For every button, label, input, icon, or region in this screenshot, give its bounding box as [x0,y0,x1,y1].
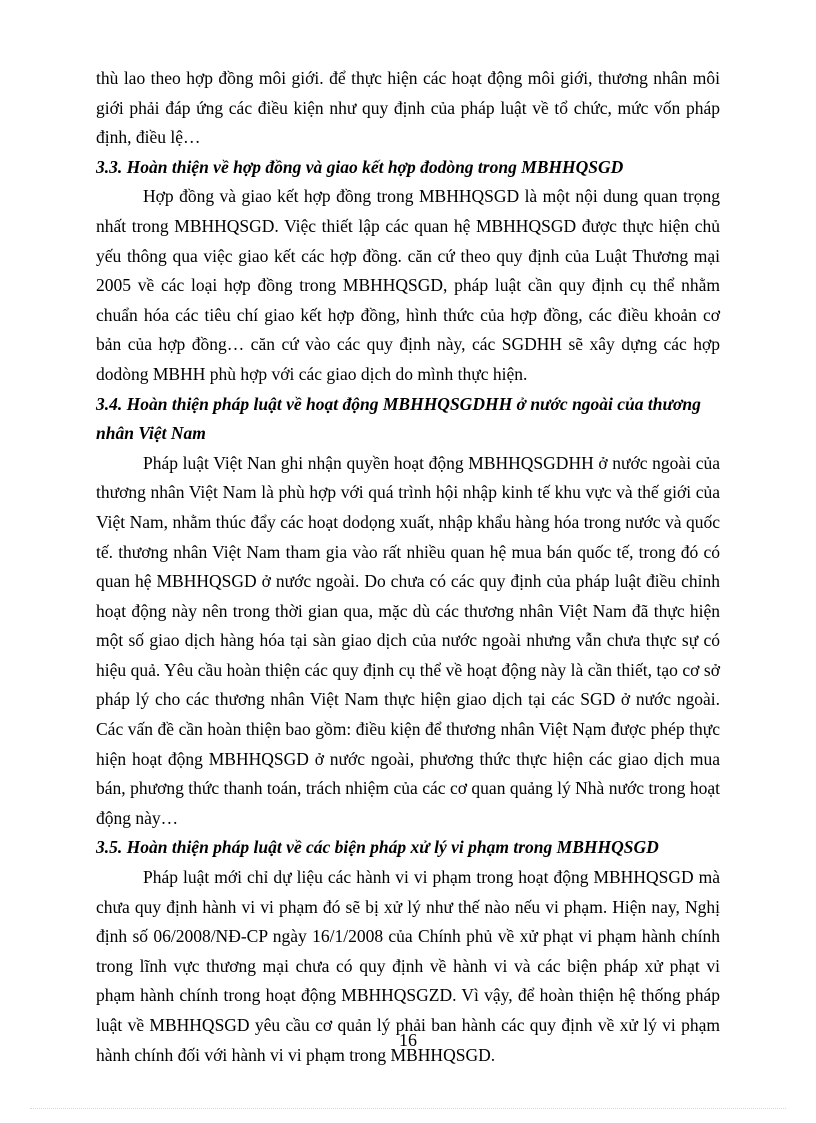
document-page [96,64,720,1070]
paragraph-contracts: Hợp đồng và giao kết hợp đồng trong MBHHQSGD là một nội dung quan trọng nhất trong MBHHQSGD. Việc thiết lập các quan hệ MBHHQSGD được thực hiện chủ yếu thông qua việc giao kết các hợp đồng. căn cứ theo quy định của Luật Thương mại 2005 về các loại hợp đồng trong MBHHQSGD, pháp luật cần quy định cụ thể nhằm chuẩn hóa các tiêu chí giao kết hợp đồng, hình thức của hợp đồng, các điều khoản cơ bản của hợp đồng… căn cứ vào các quy định này, các SGDHH sẽ xây dựng các hợp dodòng MBHH phù hợp với các giao dịch do mình thực hiện. [96,186,720,384]
page-number: 16 [399,1030,417,1050]
section-heading-3-3: 3.3. Hoàn thiện về hợp đồng và giao kết hợp đodòng trong MBHHQSGD [96,156,624,177]
paragraph-foreign-trading: Pháp luật Việt Nan ghi nhận quyền hoạt động MBHHQSGDHH ở nước ngoài của thương nhân Việt Nam là phù hợp với quá trình hội nhập kinh tế khu vực và thế giới của Việt Nam, nhằm thúc đẩy các hoạt dodọng xuất, nhập khẩu hàng hóa trong nước và quốc tế. thương nhân Việt Nam tham gia vào rất nhiều quan hệ mua bán quốc tế, trong đó có quan hệ MBHHQSGD ở nước ngoài. Do chưa có các quy định của pháp luật điều chỉnh hoạt động này nên trong thời gian qua, mặc dù các thương nhân Việt Nam đã thực hiện một số giao dịch hàng hóa tại sàn giao dịch của nước ngoài nhưng vẫn chưa thực sự có hiệu quả. Yêu cầu hoàn thiện các quy định cụ thể về hoạt động này là cần thiết, tạo cơ sở pháp lý cho các thương nhân Việt Nam thực hiện giao dịch tại các SGD ở nước ngoài. Các vấn đề cần hoàn thiện bao gồm: điều kiện để thương nhân Việt Nạm được phép thực hiện hoạt động MBHHQSGD ở nước ngoài, phương thức thực hiện các giao dịch mua bán, phương thức thanh toán, trách nhiệm của các cơ quan quảng lý Nhà nước trong hoạt động này… [96,452,720,828]
paragraph-violations: Pháp luật mới chỉ dự liệu các hành vi vi phạm trong hoạt động MBHHQSGD mà chưa quy định hành vi vi phạm đó sẽ bị xử lý như thế nào nếu vi phạm. Hiện nay, Nghị định số 06/2008/NĐ-CP ngày 16/1/2008 của Chính phủ về xử phạt vi phạm hành chính trong lĩnh vực thương mại chưa có quy định về hành vi và các biện pháp xử phạt vi phạm hành chính trong hoạt động MBHHQSGZD. Vì vậy, để hoàn thiện hệ thống pháp luật về MBHHQSGD yêu cầu cơ quản lý phải ban hành các quy định về xử lý vi phạm hành chính đối với hành vi vi phạm trong MBHHQSGD. [96,867,720,1065]
footer-divider [30,1108,786,1109]
paragraph-continuation: thù lao theo hợp đồng môi giới. để thực hiện các hoạt động môi giới, thương nhân môi giới phải đáp ứng các điều kiện như quy định của pháp luật về tổ chức, mức vốn pháp định, điều lệ… [96,68,720,148]
section-heading-3-5: 3.5. Hoàn thiện pháp luật về các biện pháp xử lý vi phạm trong MBHHQSGD [96,837,659,858]
section-heading-3-4: 3.4. Hoàn thiện pháp luật về hoạt động MBHHQSGDHH ở nước ngoài của thương nhân Việt Nam [96,393,701,444]
